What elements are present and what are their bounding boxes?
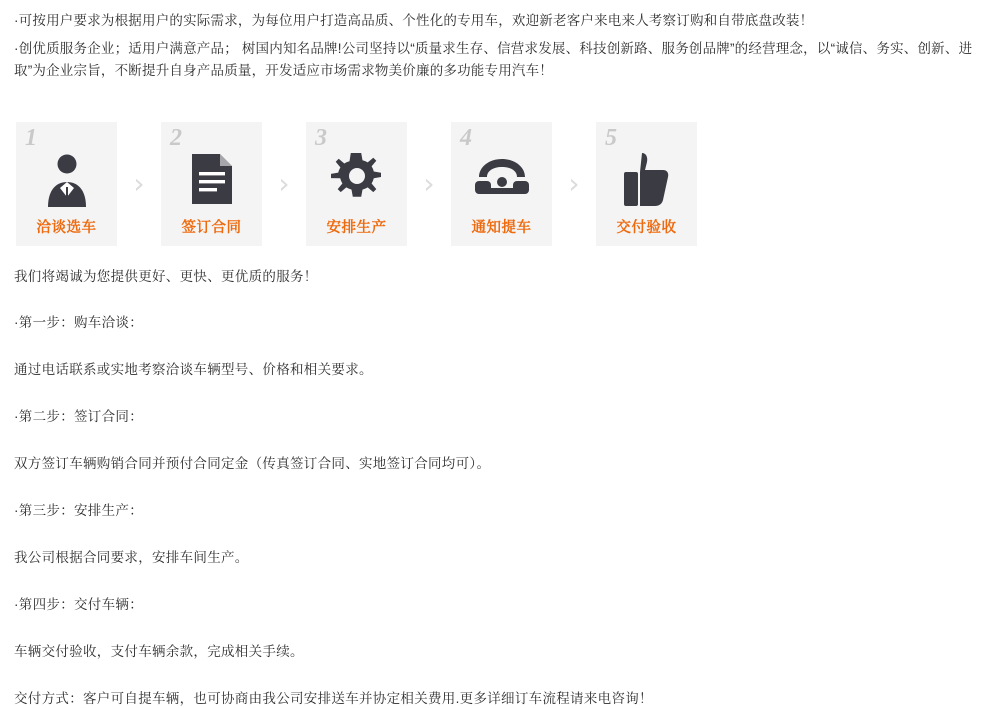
step2-title: ·第二步：签订合同： — [14, 409, 143, 425]
step4-title: ·第四步：交付车辆： — [14, 596, 143, 612]
step2-text: 双方签订车辆购销合同并预付合同定金（传真签订合同、实地签订合同均可）。 — [14, 456, 491, 472]
thumbs-up-icon — [596, 148, 697, 210]
delivery-note: 交付方式：客户可自提车辆，也可协商由我公司安排送车并协定相关费用.更多详细订车流程请来电咨询！ — [14, 690, 653, 706]
gear-icon — [306, 148, 407, 210]
intro-block — [14, 0, 986, 82]
intro-line-1: ·可按用户要求为根据用户的实际需求，为每位用户打造高品质、个性化的专用车，欢迎新老客户来电来人考察订购和自带底盘改装！ — [14, 13, 814, 28]
step1-title: ·第一步：购车洽谈： — [14, 315, 143, 331]
flow-step-1 — [16, 122, 117, 246]
contract-document-icon — [161, 148, 262, 210]
step-number: 5 — [605, 124, 617, 151]
step4-text: 车辆交付验收，支付车辆余款，完成相关手续。 — [14, 643, 304, 659]
flow-separator-2: › — [278, 166, 290, 200]
step-label: 洽谈选车 — [36, 219, 97, 236]
flow-step-3 — [306, 122, 407, 246]
flow-step-5 — [596, 122, 697, 246]
flow-step-4 — [451, 122, 552, 246]
step1-text: 通过电话联系或实地考察洽谈车辆型号、价格和相关要求。 — [14, 362, 373, 378]
step-label: 安排生产 — [326, 219, 387, 236]
step-number: 2 — [170, 124, 182, 151]
flow-separator-1: › — [133, 166, 145, 200]
step3-text: 我公司根据合同要求，安排车间生产。 — [14, 549, 249, 565]
process-description — [14, 268, 986, 708]
salesperson-icon — [16, 148, 117, 210]
step-label: 交付验收 — [616, 219, 677, 236]
flow-separator-4: › — [568, 166, 580, 200]
intro-line-2: ·创优质服务企业；适用户满意产品； 树国内知名品牌!公司坚持以“质量求生存、信营求发展、科技创新路、服务创品牌”的经营理念，以“诚信、务实、创新、进取”为企业宗旨，不断提升自身产品质量，开发适应市场需求物美价廉的多功能专用汽车！ — [14, 40, 973, 78]
step-number: 1 — [25, 124, 37, 151]
step-label: 签订合同 — [181, 219, 242, 236]
flow-step-2 — [161, 122, 262, 246]
purchase-flow-steps — [14, 122, 986, 246]
telephone-icon — [451, 148, 552, 210]
step3-title: ·第三步：安排生产： — [14, 503, 143, 519]
step-label: 通知提车 — [471, 219, 532, 236]
step-number: 3 — [315, 124, 327, 151]
flow-separator-3: › — [423, 166, 435, 200]
step-number: 4 — [460, 124, 472, 151]
service-slogan: 我们将竭诚为您提供更好、更快、更优质的服务！ — [14, 268, 318, 284]
